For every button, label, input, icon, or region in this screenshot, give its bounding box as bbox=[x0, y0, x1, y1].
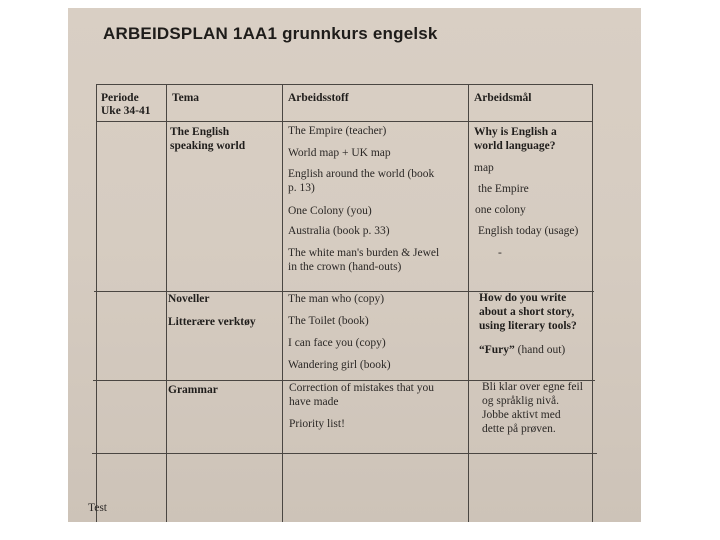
header-arbeidsstoff: Arbeidsstoff bbox=[288, 92, 349, 104]
row2-tema-1: Noveller bbox=[168, 293, 210, 305]
row2-mal-question-1: How do you write bbox=[479, 292, 567, 304]
row2-stoff-4: Wandering girl (book) bbox=[288, 359, 391, 371]
header-arbeidsmal: Arbeidsmål bbox=[474, 92, 532, 104]
row1-mal-item-3: one colony bbox=[475, 204, 526, 216]
row1-tema-line1: The English bbox=[170, 126, 230, 138]
row3-stoff-1: Correction of mistakes that you bbox=[289, 382, 434, 394]
row4-periode-test: Test bbox=[88, 502, 107, 514]
row2-mal-question-2: about a short story, bbox=[479, 306, 575, 318]
header-divider bbox=[96, 121, 592, 122]
plan-title: ARBEIDSPLAN 1AA1 grunnkurs engelsk bbox=[103, 24, 438, 43]
row1-tema-line2: speaking world bbox=[170, 140, 246, 152]
row3-divider bbox=[92, 453, 597, 454]
document-photo bbox=[68, 8, 641, 522]
row2-mal-handout bbox=[479, 344, 565, 357]
row1-mal-item-2: the Empire bbox=[478, 183, 529, 195]
row2-tema-2: Litterære verktøy bbox=[168, 316, 256, 328]
row1-stoff-4: p. 13) bbox=[288, 182, 315, 194]
col-divider-3 bbox=[468, 84, 469, 522]
row1-mal-question-1: Why is English a bbox=[474, 126, 557, 138]
row1-stoff-3: English around the world (book bbox=[288, 168, 435, 180]
row3-mal-3: Jobbe aktivt med bbox=[482, 409, 561, 421]
row2-stoff-1: The man who (copy) bbox=[288, 293, 385, 305]
header-uke: Uke 34-41 bbox=[101, 105, 151, 117]
row3-mal-1: Bli klar over egne feil bbox=[482, 381, 583, 393]
fury-handout-note: (hand out) bbox=[514, 344, 566, 356]
row3-mal-2: og språklig nivå. bbox=[482, 395, 559, 407]
row2-mal-question-3: using literary tools? bbox=[479, 320, 577, 332]
col-left-border bbox=[96, 84, 97, 522]
row3-mal-4: dette på prøven. bbox=[482, 423, 556, 435]
row1-stoff-1: The Empire (teacher) bbox=[288, 125, 387, 137]
table-border-top bbox=[96, 84, 592, 85]
row1-stoff-6: Australia (book p. 33) bbox=[288, 225, 390, 237]
row2-stoff-3: I can face you (copy) bbox=[288, 337, 386, 349]
row3-tema: Grammar bbox=[168, 384, 218, 396]
col-divider-1 bbox=[166, 84, 167, 522]
row1-mal-item-5: - bbox=[498, 247, 502, 259]
row1-mal-item-4: English today (usage) bbox=[478, 225, 579, 237]
row1-mal-question-2: world language? bbox=[474, 140, 556, 152]
col-divider-2 bbox=[282, 84, 283, 522]
row2-stoff-2: The Toilet (book) bbox=[288, 315, 369, 327]
row1-stoff-2: World map + UK map bbox=[288, 147, 391, 159]
header-tema: Tema bbox=[172, 92, 200, 104]
col-right-border bbox=[592, 84, 593, 522]
row3-stoff-3: Priority list! bbox=[289, 418, 345, 430]
row1-stoff-8: in the crown (hand-outs) bbox=[288, 261, 402, 273]
row1-stoff-7: The white man's burden & Jewel bbox=[288, 247, 440, 259]
row3-stoff-2: have made bbox=[289, 396, 339, 408]
fury-title: “Fury” bbox=[479, 344, 515, 356]
row1-mal-item-1: map bbox=[474, 162, 494, 174]
header-periode: Periode bbox=[101, 92, 139, 104]
row1-stoff-5: One Colony (you) bbox=[288, 205, 372, 217]
